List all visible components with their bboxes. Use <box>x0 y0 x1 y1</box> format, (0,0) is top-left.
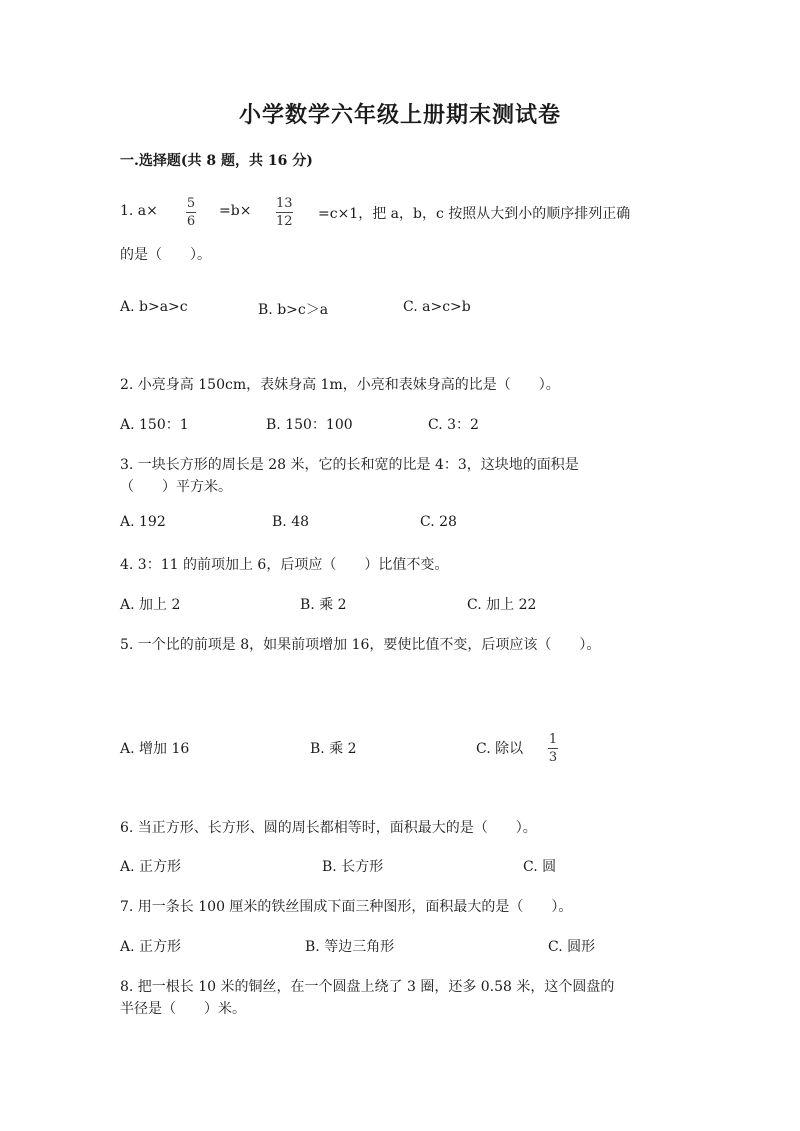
q7-option-b[interactable]: B. 等边三角形 <box>305 939 395 955</box>
q5-fraction-1-3 <box>548 732 558 765</box>
q1-option-b[interactable]: B. b>c＞a <box>258 302 329 318</box>
q5-option-c[interactable]: C. 除以 <box>476 741 524 757</box>
q7-option-c[interactable]: C. 圆形 <box>548 939 596 955</box>
section-heading: 一.选择题(共 8 题，共 16 分) <box>120 153 313 169</box>
q1-fraction-13-12 <box>276 196 293 229</box>
q6-option-b[interactable]: B. 长方形 <box>322 859 384 875</box>
fraction-bar <box>276 212 293 213</box>
q1-text-part2: =b× <box>219 203 252 219</box>
q3-text-line2: （ ）平方米。 <box>120 479 232 495</box>
q2-text: 2. 小亮身高 150cm，表妹身高 1m，小亮和表妹身高的比是（ ）。 <box>120 377 560 393</box>
fraction-bar <box>548 748 558 749</box>
page-title: 小学数学六年级上册期末测试卷 <box>238 102 561 128</box>
q1-fraction2-denominator: 12 <box>276 214 293 229</box>
q2-option-c[interactable]: C. 3：2 <box>428 417 479 433</box>
q6-option-c[interactable]: C. 圆 <box>523 859 557 875</box>
q1-fraction-5-6 <box>186 196 196 229</box>
q6-option-a[interactable]: A. 正方形 <box>120 859 182 875</box>
q1-text-line2: 的是（ ）。 <box>120 247 211 263</box>
q3-text-line1: 3. 一块长方形的周长是 28 米，它的长和宽的比是 4：3，这块地的面积是 <box>120 457 579 473</box>
q8-text-line2: 半径是（ ）米。 <box>120 1001 246 1017</box>
q1-fraction1-denominator: 6 <box>186 214 196 229</box>
fraction-bar <box>186 212 196 213</box>
q7-text: 7. 用一条长 100 厘米的铁丝围成下面三种图形，面积最大的是（ ）。 <box>120 899 573 915</box>
q1-text-part3: =c×1，把 a，b，c 按照从大到小的顺序排列正确 <box>318 206 631 222</box>
q2-option-b[interactable]: B. 150：100 <box>266 417 353 433</box>
q3-option-a[interactable]: A. 192 <box>120 514 166 530</box>
q5-fraction-denominator: 3 <box>548 750 558 765</box>
q7-option-a[interactable]: A. 正方形 <box>120 939 182 955</box>
q1-text-part1: 1. a× <box>120 203 158 219</box>
q4-option-b[interactable]: B. 乘 2 <box>300 597 347 613</box>
q4-option-c[interactable]: C. 加上 22 <box>467 597 537 613</box>
q1-fraction1-numerator: 5 <box>186 196 196 211</box>
q5-option-b[interactable]: B. 乘 2 <box>310 741 357 757</box>
q1-option-a[interactable]: A. b>a>c <box>120 299 188 315</box>
q4-text: 4. 3：11 的前项加上 6，后项应（ ）比值不变。 <box>120 557 449 573</box>
q8-text-line1: 8. 把一根长 10 米的铜丝，在一个圆盘上绕了 3 圈，还多 0.58 米，这个圆盘的 <box>120 979 615 995</box>
q2-option-a[interactable]: A. 150：1 <box>120 417 189 433</box>
q5-option-a[interactable]: A. 增加 16 <box>120 741 190 757</box>
q4-option-a[interactable]: A. 加上 2 <box>120 597 181 613</box>
q6-text: 6. 当正方形、长方形、圆的周长都相等时，面积最大的是（ ）。 <box>120 820 537 836</box>
q5-text: 5. 一个比的前项是 8，如果前项增加 16，要使比值不变，后项应该（ ）。 <box>120 637 601 653</box>
q1-fraction2-numerator: 13 <box>276 196 293 211</box>
q5-fraction-numerator: 1 <box>548 732 558 747</box>
q1-option-c[interactable]: C. a>c>b <box>403 299 471 315</box>
q3-option-c[interactable]: C. 28 <box>420 514 457 530</box>
q3-option-b[interactable]: B. 48 <box>272 514 310 530</box>
